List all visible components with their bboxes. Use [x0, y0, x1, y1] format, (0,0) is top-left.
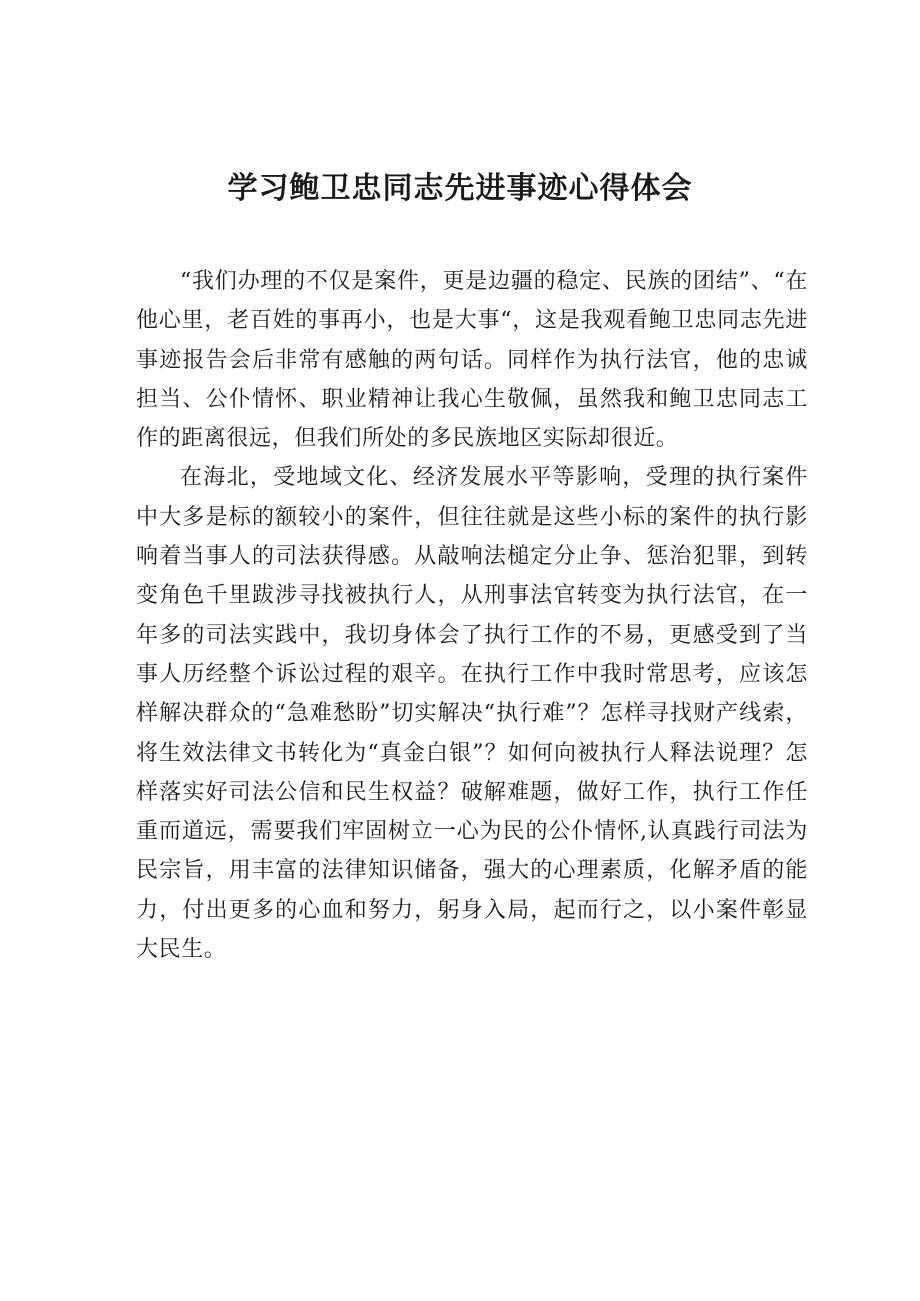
document-title: 学习鲍卫忠同志先进事迹心得体会	[227, 171, 693, 206]
paragraph-1: “我们办理的不仅是案件，更是边疆的稳定、民族的团结”、“在他心里，老百姓的事再小，也是大事“，这是我观看鲍卫忠同志先进事迹报告会后非常有感触的两句话。同样作为执行法官，他的忠诚担当、公仆情怀、职业精神让我心生敬佩，虽然我和鲍卫忠同志工作的距离很远，但我们所处的多民族地区实际却很近。	[136, 269, 808, 452]
document-body	[136, 262, 808, 969]
paragraph-2: 在海北，受地域文化、经济发展水平等影响，受理的执行案件中大多是标的额较小的案件，但往往就是这些小标的案件的执行影响着当事人的司法获得感。从敲响法槌定分止争、惩治犯罪，到转变角色千里跋涉寻找被执行人，从刑事法官转变为执行法官，在一年多的司法实践中，我切身体会了执行工作的不易，更感受到了当事人历经整个诉讼过程的艰辛。在执行工作中我时常思考，应该怎样解决群众的“急难愁盼”切实解决“执行难”？怎样寻找财产线索，将生效法律文书转化为“真金白银”？如何向被执行人释法说理？怎样落实好司法公信和民生权益？破解难题，做好工作，执行工作任重而道远，需要我们牢固树立一心为民的公仆情怀,认真践行司法为民宗旨，用丰富的法律知识储备，强大的心理素质，化解矛盾的能力，付出更多的心血和努力，躬身入局，起而行之，以小案件彰显大民生。	[136, 465, 808, 963]
